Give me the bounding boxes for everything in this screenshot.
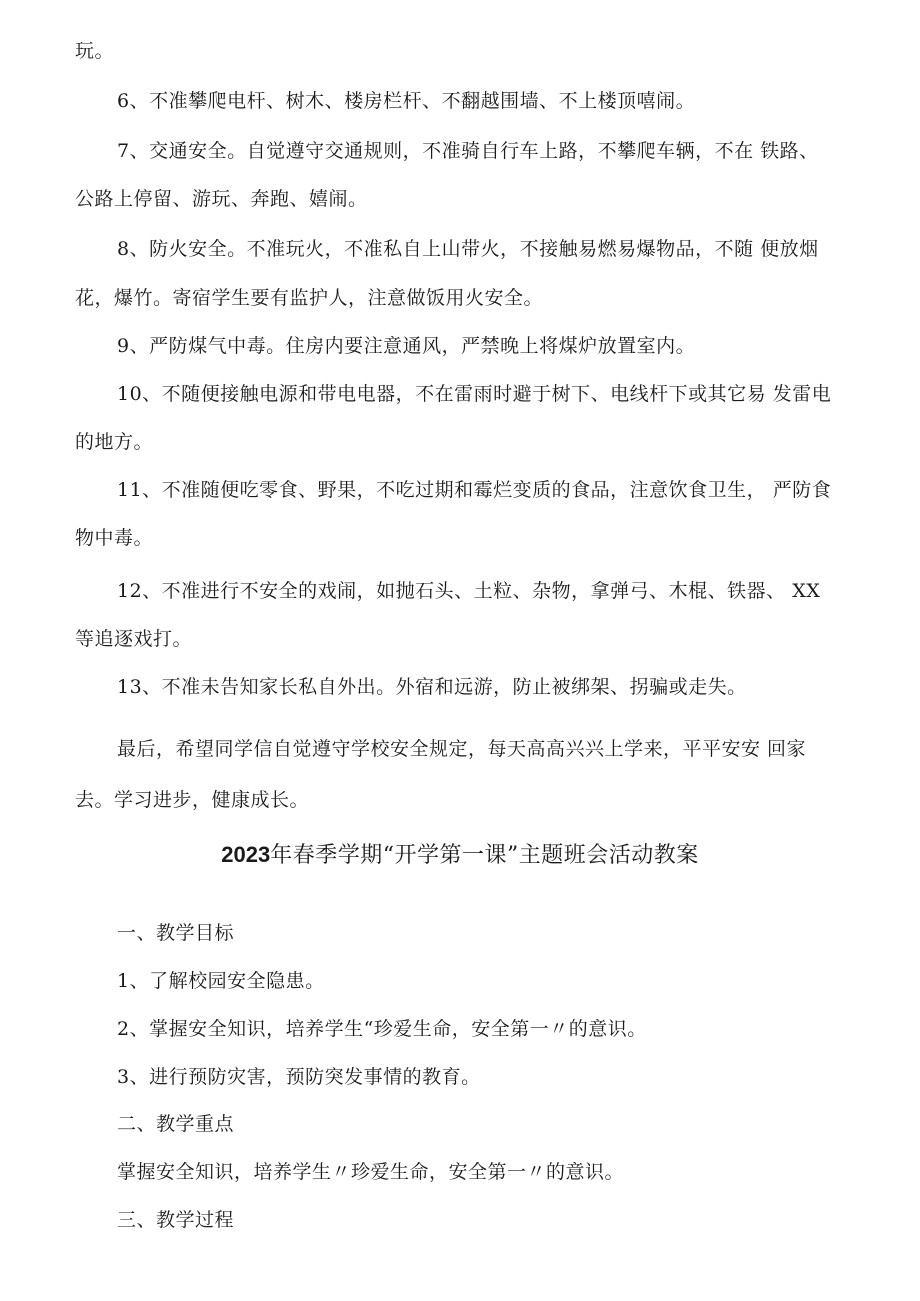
paragraph-line: 12、不准进行不安全的戏闹，如抛石头、土粒、杂物，拿弹弓、木棍、铁器、 XX bbox=[117, 580, 821, 602]
paragraph-line: 等追逐戏打。 bbox=[75, 628, 193, 650]
paragraph-line: 7、交通安全。自觉遵守交通规则，不准骑自行车上路，不攀爬车辆，不在 铁路、 bbox=[117, 140, 819, 162]
paragraph-line: 3、进行预防灾害，预防突发事情的教育。 bbox=[117, 1066, 481, 1088]
paragraph-line: 1、了解校园安全隐患。 bbox=[117, 970, 325, 992]
paragraph-line: 掌握安全知识，培养学生〃珍爱生命，安全第一〃的意识。 bbox=[117, 1161, 625, 1183]
title-year: 2023 bbox=[221, 842, 271, 867]
paragraph-line: 8、防火安全。不准玩火，不准私自上山带火，不接触易燃易爆物品，不随 便放烟 bbox=[117, 238, 819, 260]
section-heading: 一、教学目标 bbox=[117, 922, 235, 944]
paragraph-line: 最后，希望同学信自觉遵守学校安全规定，每天高高兴兴上学来，平平安安 回家 bbox=[117, 738, 807, 760]
paragraph-line: 物中毒。 bbox=[75, 527, 154, 549]
paragraph-line: 的地方。 bbox=[75, 431, 154, 453]
paragraph-line: 花，爆竹。寄宿学生要有监护人，注意做饭用火安全。 bbox=[75, 287, 544, 309]
paragraph-line: 9、严防煤气中毒。住房内要注意通风，严禁晚上将煤炉放置室内。 bbox=[117, 335, 696, 357]
paragraph-line: 2、掌握安全知识，培养学生“珍爱生命，安全第一〃的意识。 bbox=[117, 1018, 647, 1040]
paragraph-line: 10、不随便接触电源和带电电器，不在雷雨时避于树下、电线杆下或其它易 发雷电 bbox=[117, 383, 832, 405]
paragraph-line: 13、不准未告知家长私自外出。外宿和远游，防止被绑架、拐骗或走失。 bbox=[117, 676, 747, 698]
section-heading: 二、教学重点 bbox=[117, 1113, 235, 1135]
page-title bbox=[0, 840, 920, 871]
paragraph-line: 11、不准随便吃零食、野果，不吃过期和霉烂变质的食品，注意饮食卫生， 严防食 bbox=[117, 479, 832, 501]
paragraph-line: 去。学习进步，健康成长。 bbox=[75, 789, 310, 811]
title-text: 年春季学期“开学第一课”主题班会活动教案 bbox=[270, 843, 699, 868]
paragraph-line: 6、不准攀爬电杆、树木、楼房栏杆、不翻越围墙、不上楼顶嘻闹。 bbox=[117, 90, 696, 112]
paragraph-line: 公路上停留、游玩、奔跑、嬉闹。 bbox=[75, 188, 368, 210]
paragraph-line: 玩。 bbox=[75, 40, 115, 62]
section-heading: 三、教学过程 bbox=[117, 1209, 235, 1231]
